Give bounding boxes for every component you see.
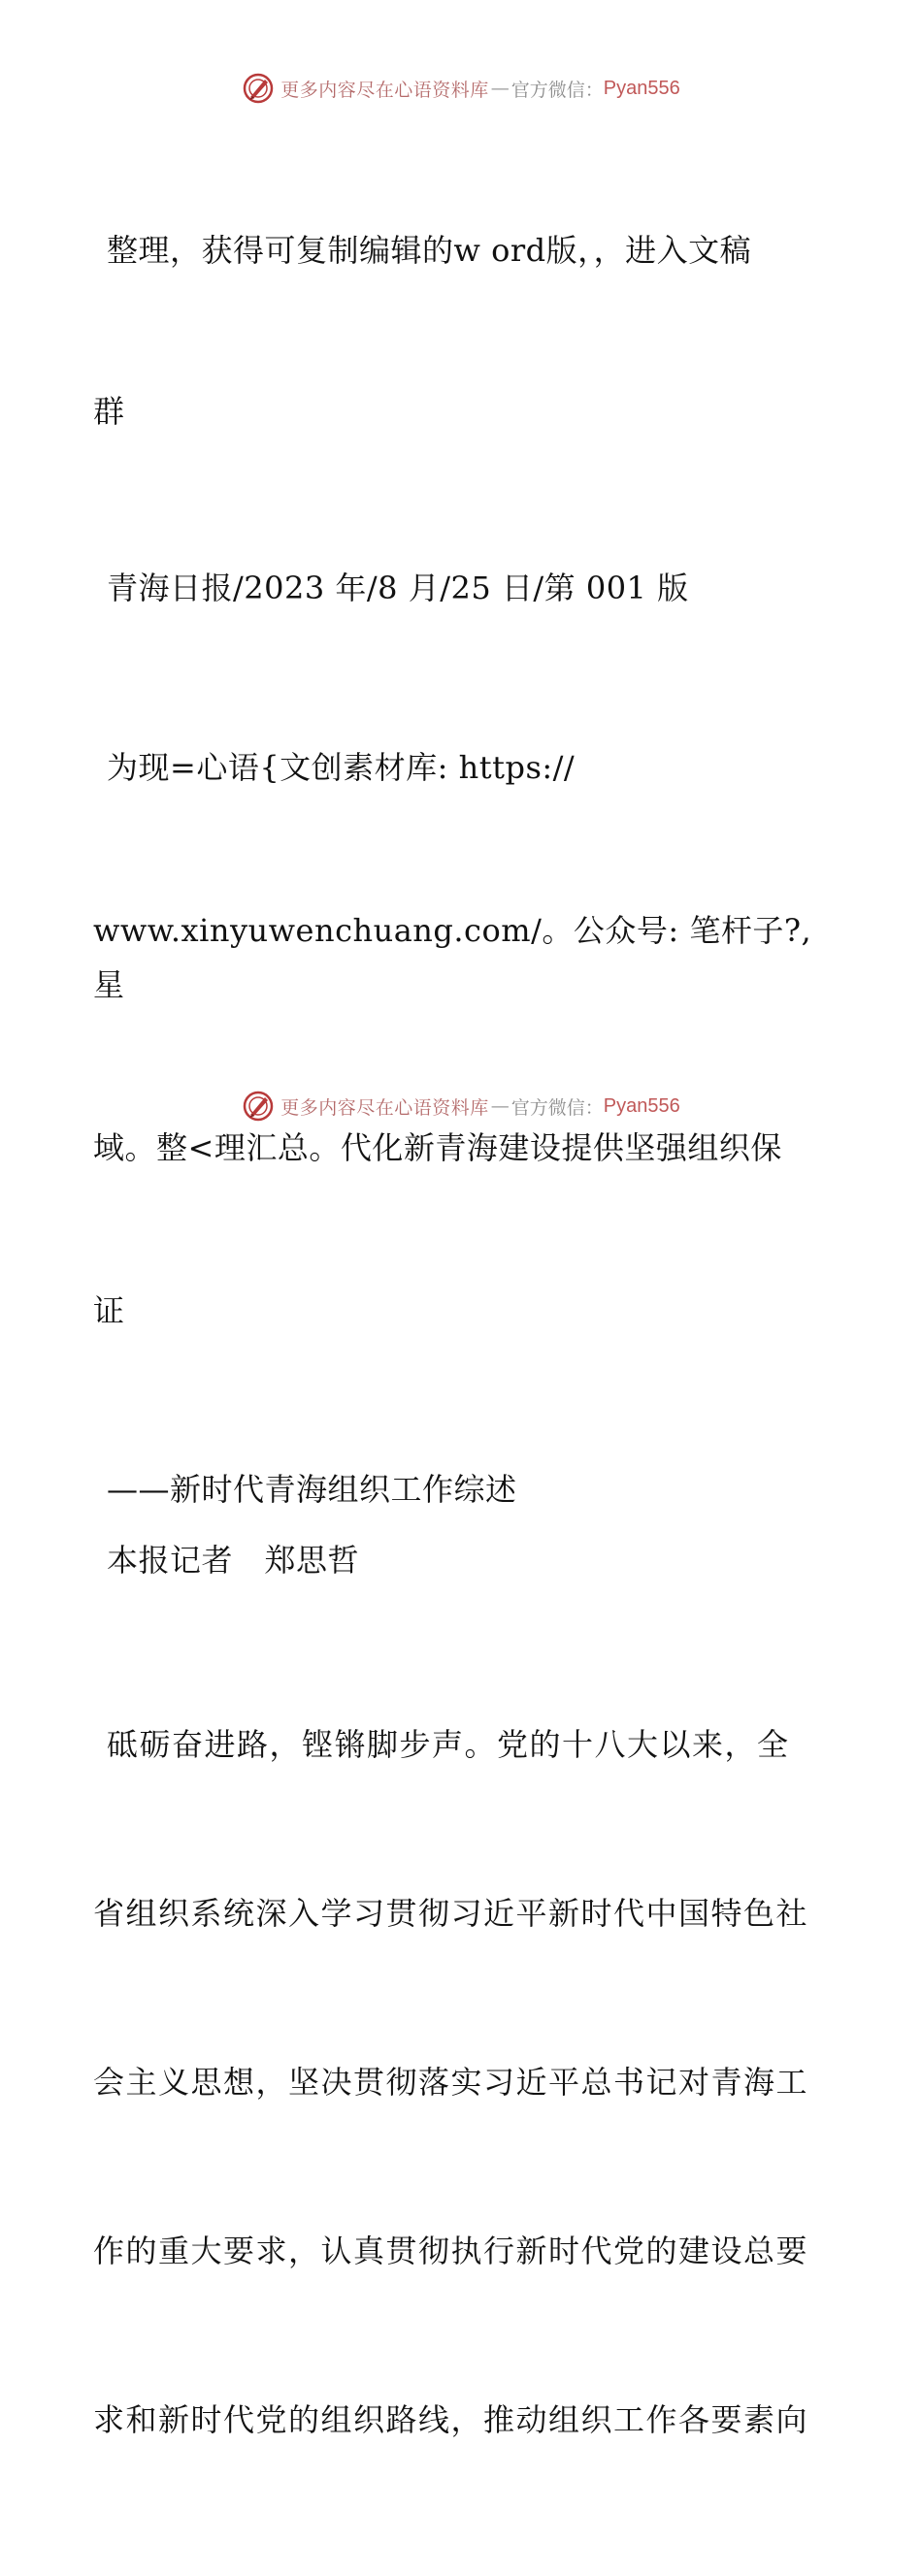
body-paragraph bbox=[93, 1604, 831, 2560]
intro-line: 整理，获得可复制编辑的w ord版，，进入文稿 bbox=[107, 232, 752, 269]
garbled-line: 证 bbox=[93, 1292, 125, 1329]
header-banner bbox=[0, 69, 922, 108]
header-wechat-label: 官方微信： bbox=[510, 79, 604, 101]
source-line: 青海日报/2023 年/8 月/25 日/第 001 版 bbox=[107, 570, 689, 606]
header-wechat-id: Pyan556 bbox=[603, 77, 680, 99]
garbled-paragraph bbox=[93, 632, 831, 1447]
header-separator: — bbox=[490, 78, 510, 99]
article-content bbox=[93, 114, 831, 2576]
garbled-line: www.xinyuwenchuang.com/。公众号: 笔杆子?,星 bbox=[93, 912, 812, 1003]
footer-wechat-label: 官方微信： bbox=[510, 1096, 604, 1119]
footer-separator: — bbox=[490, 1095, 510, 1117]
intro-line: 群 bbox=[93, 393, 125, 430]
article-byline: 本报记者 郑思哲 bbox=[107, 1542, 360, 1579]
footer-promo-text: 更多内容尽在心语资料库 bbox=[280, 1096, 489, 1119]
brush-logo-icon bbox=[242, 1090, 275, 1123]
brush-logo-icon bbox=[242, 72, 275, 105]
intro-paragraph bbox=[93, 114, 831, 547]
footer-banner bbox=[0, 1087, 922, 1125]
garbled-line: 为现=心语{文创素材库: https:// bbox=[107, 749, 576, 786]
garbled-line: 域。整<理汇总。代化新青海建设提供坚强组织保 bbox=[93, 1129, 782, 1166]
footer-wechat-id: Pyan556 bbox=[603, 1094, 680, 1117]
header-promo-text: 更多内容尽在心语资料库 bbox=[280, 79, 489, 101]
body-line: 作的重大要求，认真贯彻执行新时代党的建设总要 bbox=[93, 2233, 809, 2269]
body-line: 省组织系统深入学习贯彻习近平新时代中国特色社 bbox=[93, 1895, 809, 1932]
article-subtitle: ——新时代青海组织工作综述 bbox=[107, 1471, 517, 1508]
body-line: 会主义思想，坚决贯彻落实习近平总书记对青海工 bbox=[93, 2064, 809, 2101]
body-line: 求和新时代党的组织路线，推动组织工作各要素向 bbox=[93, 2401, 809, 2438]
body-line: 砥砺奋进路，铿锵脚步声。党的十八大以来，全 bbox=[107, 1726, 790, 1763]
